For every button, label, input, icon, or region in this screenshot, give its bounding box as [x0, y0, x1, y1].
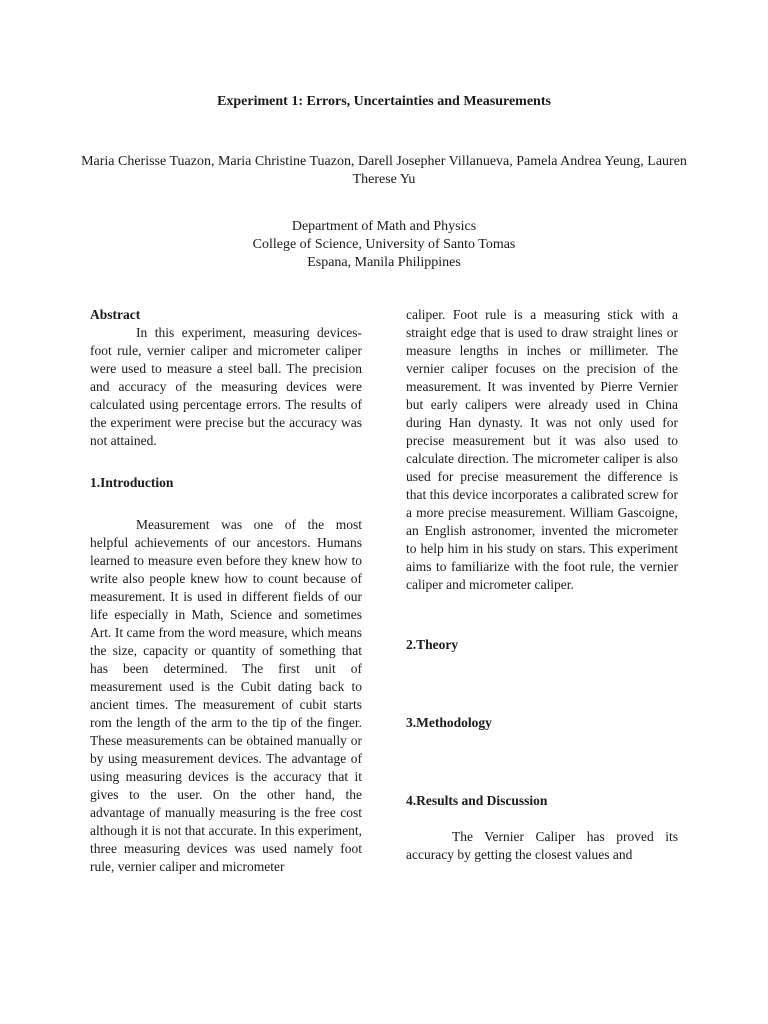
- introduction-body: Measurement was one of the most helpful achievements of our ancestors. Humans learned to measure even before they knew how to write also people knew how to count because of measurement. It is used in different fields of our life especially in Math, Science and sometimes Art. It came from the word measure, which means the size, capacity or quantity of something that has been determined. The first unit of measurement used is the Cubit dating back to ancient times. The measurement of cubit starts rom the length of the arm to the tip of the finger. These measurements can be obtained manually or by using measurement devices. The advantage of using measuring devices is the accuracy that it gives to the user. On the other hand, the advantage of manually measuring is the free cost although it is not that accurate. In this experiment, three measuring devices was used namely foot rule, vernier caliper and micrometer: [90, 517, 362, 874]
- left-column: [90, 306, 362, 876]
- author-list: Maria Cherisse Tuazon, Maria Christine Tuazon, Darell Josepher Villanueva, Pamela Andrea Yeung, Lauren Therese Yu: [81, 154, 687, 187]
- introduction-continued: caliper. Foot rule is a measuring stick with a straight edge that is used to draw straight lines or measure lengths in inches or millimeter. The vernier caliper focuses on the precision of the measurement. It was invented by Pierre Vernier but early calipers were already used in China during Han dynasty. It was not only used for precise measurement but it was also used to calculate direction. The micrometer caliper is also used for precise measurement the difference is that this device incorporates a calibrated screw for a more precise measurement. William Gascoigne, an English astronomer, invented the micrometer to help him in his study on stars. This experiment aims to familiarize with the foot rule, the vernier caliper and micrometer caliper.: [406, 307, 678, 592]
- abstract-heading: Abstract: [90, 307, 141, 322]
- paper-title: Experiment 1: Errors, Uncertainties and Measurements: [217, 94, 551, 109]
- affiliation-department: Department of Math and Physics: [291, 219, 477, 234]
- results-heading: 4.Results and Discussion: [406, 793, 548, 808]
- methodology-heading: 3.Methodology: [406, 715, 492, 730]
- affiliation-college: College of Science, University of Santo Tomas: [252, 237, 516, 252]
- theory-heading: 2.Theory: [406, 637, 459, 652]
- right-column: [406, 306, 678, 864]
- introduction-heading: 1.Introduction: [90, 475, 174, 490]
- abstract-body: In this experiment, measuring devices- foot rule, vernier caliper and micrometer caliper were used to measure a steel ball. The precision and accuracy of the measuring devices were calculated using percentage errors. The results of the experiment were precise but the accuracy was not attained.: [90, 325, 362, 448]
- affiliation-block: [0, 218, 768, 272]
- affiliation-location: Espana, Manila Philippines: [307, 255, 461, 270]
- results-body: The Vernier Caliper has proved its accuracy by getting the closest values and: [406, 829, 678, 862]
